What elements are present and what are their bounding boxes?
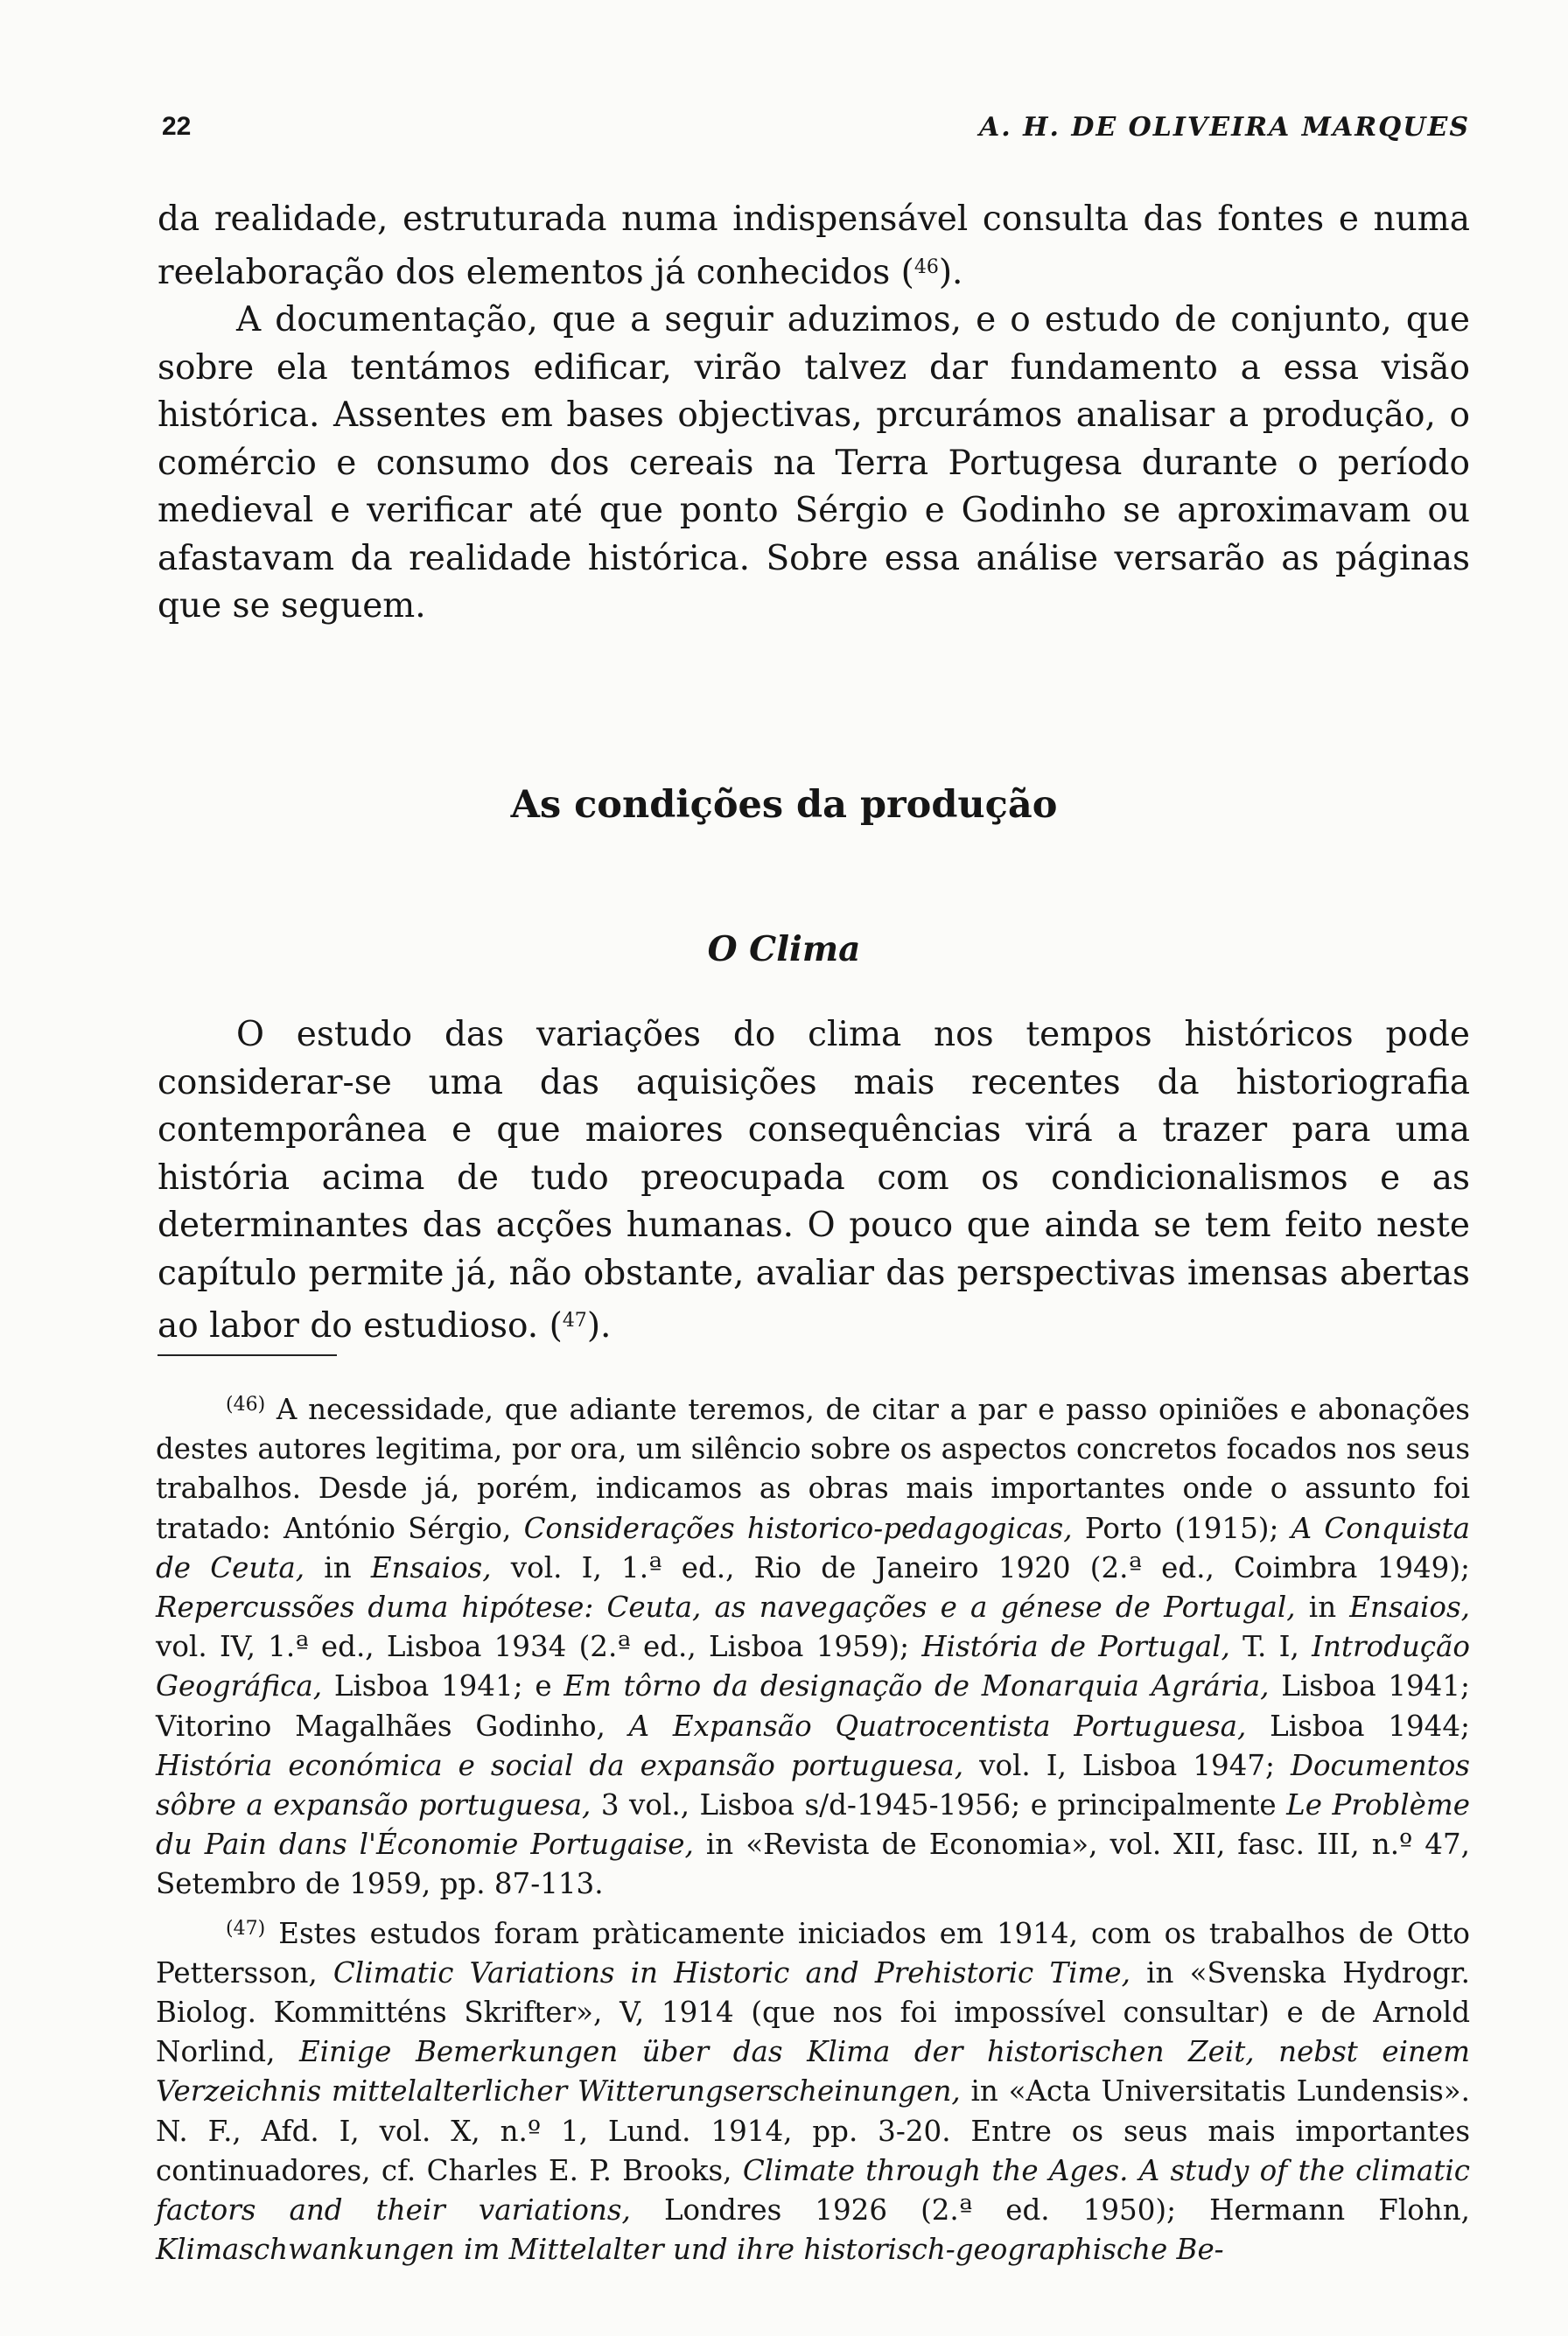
fn46-title: Documentos sôbre a expansão portuguesa, — [156, 1748, 1470, 1822]
running-author: A. H. DE OLIVEIRA MARQUES — [978, 112, 1470, 143]
fn46-text: Lisboa 1941; Vitorino Magalhães Godinho, — [156, 1669, 1470, 1743]
fn46-title: Le Problème du Pain dans l'Économie Portugaise, — [156, 1788, 1470, 1862]
footnote-rule — [158, 1354, 337, 1356]
section-subtitle: O Clima — [707, 929, 861, 969]
fn46-title: A Expansão Quatrocentista Portuguesa, — [628, 1709, 1247, 1743]
fn46-text: in — [1308, 1591, 1337, 1625]
fn47-text: in «Acta Universitatis Lundensis». N. F., Afd. I, vol. X, n.º 1, Lund. 1914, pp. 3-20. Entre os seus mais importantes continuadores, cf. Charles E. P. Brooks, — [156, 2074, 1470, 2187]
footnote-46-mark: (46) — [226, 1394, 266, 1416]
climate-text — [158, 1011, 1470, 1351]
intro-paragraph-2: A documentação, que a seguir aduzimos, e o estudo de conjunto, que sobre ela tentámos edificar, virão talvez dar fundamento a essa visão histórica. Assentes em bases objectivas, prcurámos analisar a produção, o comércio e consumo dos cereais na Terra Portugesa durante o período medieval e verificar até que ponto Sérgio e Godinho se aproximavam ou afastavam da realidade histórica. Sobre essa análise versarão as páginas que se seguem. — [158, 300, 1470, 626]
fn46-text: A necessidade, que adiante teremos, de citar a par e passo opiniões e abonações destes autores legitima, por ora, um silêncio sobre os aspectos concretos focados nos seus trabalhos. Desde já, porém, indicamos as obras mais importantes onde o assunto foi tratado: António Sérgio, — [156, 1393, 1470, 1545]
fn46-title: Introdução Geográfica, — [156, 1630, 1470, 1703]
fn46-title: História económica e social da expansão portuguesa, — [156, 1748, 964, 1782]
fn46-text: vol. IV, 1.ª ed., Lisboa 1934 (2.ª ed., Lisboa 1959); — [156, 1630, 910, 1664]
fn46-text: vol. I, 1.ª ed., Rio de Janeiro 1920 (2.ª ed., Coimbra 1949); — [510, 1550, 1470, 1584]
fn46-text: vol. I, Lisboa 1947; — [979, 1748, 1275, 1782]
fn46-text: in — [324, 1550, 352, 1584]
running-head — [162, 112, 1470, 156]
fn47-text: Estes estudos foram pràticamente iniciados em 1914, com os trabalhos de Otto Pettersson, — [156, 1916, 1471, 1990]
footnote-47 — [156, 1909, 1470, 2270]
fn46-title: História de Portugal, — [921, 1630, 1230, 1664]
fn46-title: Em tôrno da designação de Monarquia Agrária, — [564, 1669, 1270, 1703]
fn46-title: Ensaios, — [1349, 1591, 1470, 1625]
fn47-title: Klimaschwankungen im Mittelalter und ihre historisch-geographische Be- — [156, 2233, 1224, 2267]
climate-paragraph: O estudo das variações do clima nos tempos históricos pode considerar-se uma das aquisições mais recentes da historiografia contemporânea e que maiores consequências virá a trazer para uma história acima de tudo preocupada com os condicionalismos e as determinantes das acções humanas. O pouco que ainda se tem feito neste capítulo permite já, não obstante, avaliar das perspectivas imensas abertas ao labor do estudioso. ($^{47}$). — [158, 1015, 1470, 1346]
fn46-title: Ensaios, — [370, 1550, 492, 1584]
fn46-text: 3 vol., Lisboa s/d-1945-1956; e principalmente — [600, 1788, 1277, 1822]
fn46-title: Repercussões duma hipótese: Ceuta, as navegações e a génese de Portugal, — [156, 1591, 1296, 1625]
intro-paragraph-1: da realidade, estruturada numa indispensável consulta das fontes e numa reelaboração dos elementos já conhecidos ($^{46}$). — [158, 199, 1470, 292]
fn47-title: Climatic Variations in Historic and Prehistoric Time, — [332, 1955, 1130, 1990]
fn46-text: in «Revista de Economia», vol. XII, fasc. III, n.º 47, Setembro de 1959, pp. 87-113. — [156, 1828, 1470, 1901]
page-number: 22 — [162, 112, 192, 141]
footnotes — [156, 1385, 1470, 2274]
section-title: As condições da produção — [510, 783, 1058, 827]
fn47-title: Climate through the Ages. A study of the climatic factors and their variations, — [156, 2153, 1470, 2228]
fn47-text: Londres 1926 (2.ª ed. 1950); Hermann Flohn, — [663, 2193, 1470, 2228]
fn47-text: in «Svenska Hydrogr. Biolog. Kommitténs Skrifter», V, 1914 (que nos foi impossível consultar) e de Arnold Norlind, — [156, 1955, 1470, 2069]
footnote-47-mark: (47) — [226, 1917, 266, 1940]
fn47-title: Einige Bemerkungen über das Klima der historischen Zeit, nebst einem Verzeichnis mittelalterlicher Witterungserscheinungen, — [156, 2035, 1470, 2109]
fn46-text: T. I, — [1242, 1630, 1299, 1664]
fn46-text: Lisboa 1941; e — [333, 1669, 552, 1703]
fn46-text: Porto (1915); — [1084, 1511, 1279, 1545]
fn46-text: Lisboa 1944; — [1270, 1709, 1470, 1743]
fn46-title: Considerações historico-pedagogicas, — [523, 1511, 1073, 1545]
footnote-46 — [156, 1385, 1470, 1905]
intro-text — [158, 196, 1470, 631]
fn46-title: A Conquista de Ceuta, — [156, 1511, 1471, 1584]
